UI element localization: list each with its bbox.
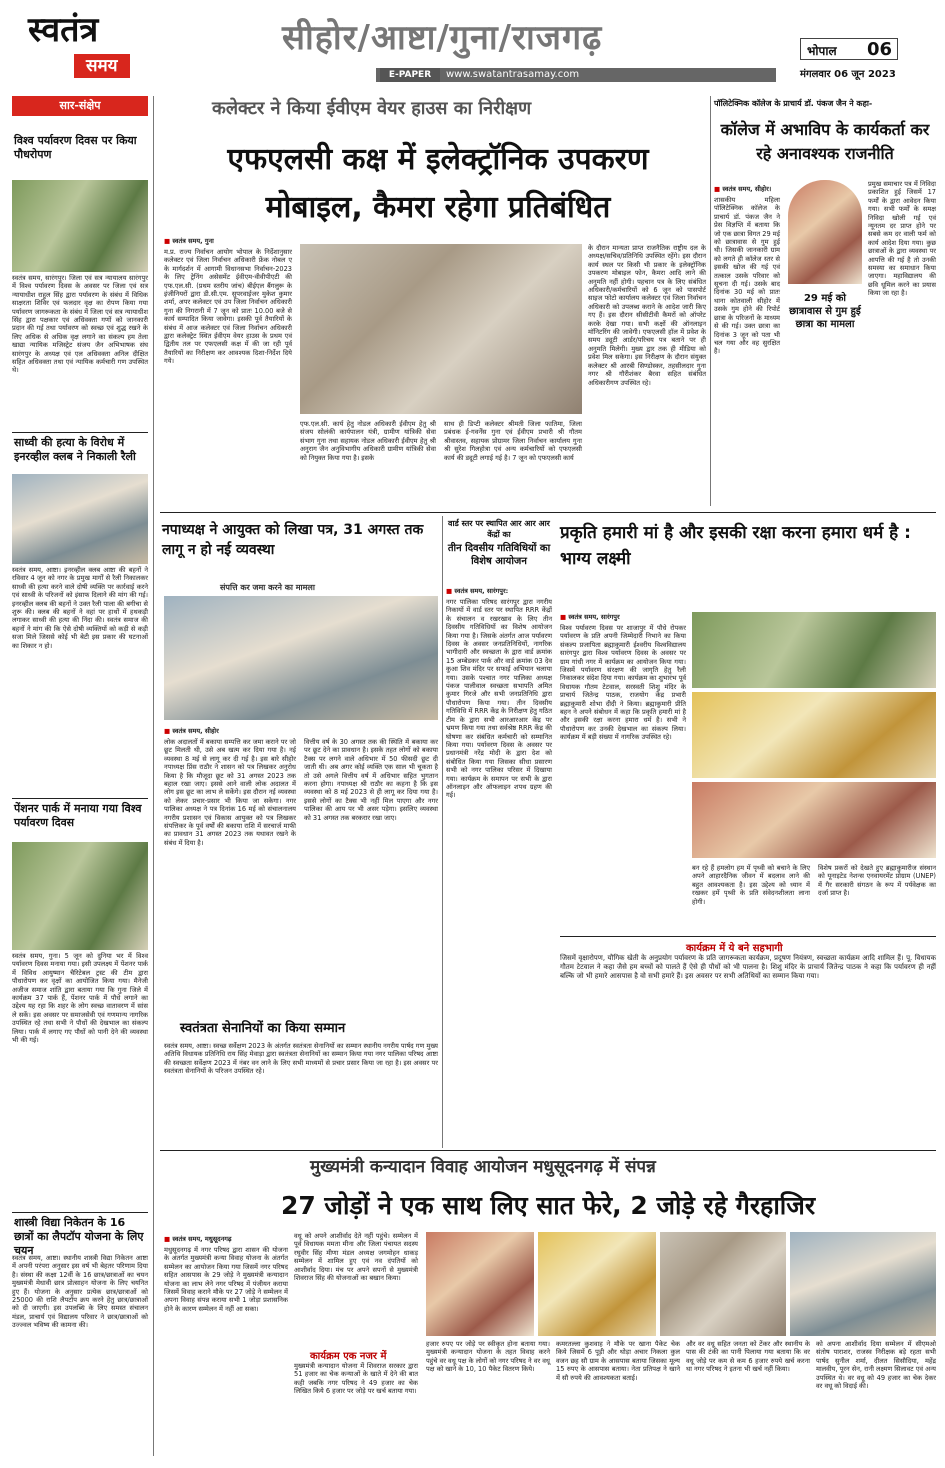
nagar-col2: वित्तीय वर्ष के 30 अगस्त तक की स्थिति में बकाया कर पर छूट देने का प्रावधान है। इसके तहत लोगों को बकाया टैक्स पर लगने वाले अधिभार में 50 फीसदी छूट दी जाती थी। अब अगर कोई व्यक्ति एक साल भी चूकता है तो उसे अगले वित्तीय वर्ष में अधिभार सहित भुगतान करना होगा। नपाध्यक्ष श्री राठौर का कहना है कि इस व्यवस्था को 8 मई 2023 से ही लागू कर दिया गया है। इससे लोगों का टैक्स भी नहीं मिल पाएगा और नगर पालिका की आय पर भी असर पड़ेगा। इसलिए व्यवस्था को 31 अगस्त तक बरकरार रखा जाए। [304, 738, 438, 822]
website-link[interactable]: www.swatantrasamay.com [446, 69, 580, 80]
logo [28, 10, 158, 86]
divider [160, 512, 936, 513]
freedom-story [160, 1016, 440, 1146]
divider [160, 1150, 936, 1151]
lead-kicker: कलेक्टर ने किया ईवीएम वेयर हाउस का निरीक्षण [212, 98, 532, 119]
wedding-col2: वधू को अपने आशीर्वाद देते नहीं पहुंचे। सम्मेलन में पूर्व विधायक ममता मीना और जिला पंचायत सदस्य रघुवीर सिंह मीणा मंडल अध्यक्ष जगमोहन धाकड़ सम्मेलन में शामिल हुए एवं नव दंपतियों को आशीर्वाद दिया। मंच पर अपने सपनों से मुख्यमंत्री शिवराज सिंह की योजनाओं का बखान किया। [294, 1232, 418, 1283]
divider [12, 1212, 148, 1213]
wedding-col5: कमरतल्ला कुशवाह ने मौके पर खाना पैकेट चेक किये जिसमें 6 पूड़ी और थोड़ा अचार निकला कुल वजन छह सौ ग्राम के आसपास बताया जिसका मूल्य 15 रुपए के आसपास बताया। नेता प्रतिपक्ष ने खाने में सौ रुपये की आवश्यकता बताई। [556, 1340, 680, 1382]
lead-byline: ■ स्वतंत्र समय, गुना [164, 236, 214, 245]
nagar-kicker: संपत्ति कर जमा करने का मामला [220, 583, 315, 592]
sidebar-item1-photo [12, 180, 148, 272]
wedding-photo2 [538, 1232, 656, 1336]
nagar-story [160, 516, 440, 847]
wedding-kicker: मुख्यमंत्री कन्यादान विवाह आयोजन मधुसूदनगढ़ में संपन्न [310, 1157, 656, 1177]
nagar-photo [164, 596, 438, 720]
wedding-col3: मुख्यमंत्री कन्यादान योजना में शिवराज सरकार द्वारा 51 हजार का चेक कन्याओं के खाते में देने की बात कही जबकि नगर परिषद ने 49 हजार का चेक लिखित किये 6 हजार पर जोड़े पर खर्च बताया गया। [294, 1362, 418, 1396]
nature-photo1 [692, 612, 936, 688]
lead-col1: म.प्र. राज्य निर्वाचन आयोग भोपाल के निर्देशानुसार कलेक्टर एवं जिला निर्वाचन अधिकारी फ्रेंक नोबल ए के मार्गदर्शन में आगामी विधानसभा निर्वाचन-2023 के लिए ट्रेनिंग असेसमेंट ईवीएम-वीवीपीएटी की एफ.एल.सी. (प्रथम स्तरीय जांच) बीईएल बैंगलुरू के इंजीनियरों द्वारा डी.सी.एम. सुपरवाईजर मुकेश कुमार शर्मा, अपर कलेक्टर एवं उप जिला निर्वाचन अधिकारी गुना की निगरानी में 7 जून को प्रातः 10.00 बजे से कार्य सम्पादित किया जावेगा। इसकी पूर्व तैयारियों के संबंध में आज कलेक्टर एवं जिला निर्वाचन अधिकारी द्वारा कलेक्ट्रेट स्थित ईवीएम वेयर हाउस के प्रथम एवं द्वितीय तल पर एफएलसी कक्ष में की जा रही पूर्व तैयारियों का निरीक्षण कर आवश्यक दिशा-निर्देश दिये गये। [164, 248, 292, 366]
freedom-headline: स्वतंत्रता सेनानियों का किया सम्मान [180, 1021, 346, 1036]
ward-headline: तीन दिवसीय गतिविधियों का विशेष आयोजन [447, 543, 551, 567]
sidebar [12, 96, 148, 1464]
college-portrait [788, 180, 862, 284]
wedding-story [160, 1152, 936, 1462]
wedding-headline: 27 जोड़ों ने एक साथ लिए सात फेरे, 2 जोड़े रहे गैरहाजिर [280, 1191, 816, 1220]
page-number: 06 [867, 39, 893, 60]
logo-bottom-text: समय [74, 54, 130, 78]
sidebar-item1-body: स्वतंत्र समय, सारंगपुर। जिला एवं सत्र न्यायालय सारंगपुर में विश्व पर्यावरण दिवस के अवसर पर जिला एवं सत्र न्यायाधीश राहुल सिंह द्वारा पर्यावरण के संबंध में विधिक साक्षरता शिविर एवं फलदार वृक्ष का रोपण किया गया पर्यावरण जागरूकता के संबंध में जिला एवं सत्र न्यायाधीश सिंह द्वारा पक्षकार एवं अधिवक्ता गणों को जानकारी प्रदान की गई तथा पर्यावरण को स्वच्छ एवं शुद्ध रखने के लिए अधिक से अधिक वृक्ष लगाने का संकल्प हम तेला खाद्या न्यायिक मजिस्ट्रेट संजय जैन अभिभाषक संघ सारंगपुर के अध्यक्ष एवं एल अधिवक्ता अनिल दीक्षित सहित अधिवक्ता तथा एवं न्यायिक कर्मचारी गण उपस्थित थे। [12, 274, 148, 375]
nature-caption1: बन रहे हैं हमलोग हम में पृथ्वी को बचाने के लिए अपने आहारदैनिक जीवन में बदलाव लाने की बहुत आवश्यकता है। इस उद्देश्य को ध्यान में रखकर हमें पृथ्वी के प्रति संवेदनशीलता लाना होगी। [692, 864, 810, 906]
sidebar-item2-title: साध्वी की हत्या के विरोध में इनरव्हील क्लब ने निकाली रैली [14, 436, 136, 463]
nature-photo3 [692, 782, 936, 858]
sidebar-item4-title: शास्त्री विद्या निकेतन के 16 छात्रों का लैपटॉप योजना के लिए चयन [14, 1216, 144, 1257]
nagar-headline: नपाध्यक्ष ने आयुक्त को लिखा पत्र, 31 अगस्त तक लागू न हो नई व्यवस्था [162, 522, 424, 558]
college-pull-quote: 29 मई को छात्रावास से गुम हुई छात्रा का मामला [789, 293, 861, 330]
nagar-byline: ■ स्वतंत्र समय, सीहोर [164, 726, 219, 735]
nagar-col1: लोक अदालतों में बकाया सम्पत्ति कर जमा कराने पर जो छूट मिलती थी, उसे अब खत्म कर दिया गया है। नई व्यवस्था 8 मई से लागू कर दी गई है। इस बारे सीहोर नपाध्यक्ष प्रिंस राठौर ने शासन को पत्र लिखकर अनुरोध किया है कि मौजूदा छूट को 31 अगस्त 2023 तक बहाल रखा जाए। इससे आने वाली लोक अदालत में लोग इस छूट का लाभ ले सकेंगे। इस दौरान नई व्यवस्था को लेकर प्रचार-प्रसार भी किया जा सकेगा। नगर पालिका अध्यक्ष ने पत्र दिनांक 16 मई को संचालनालय नगरीय प्रशासन एवं विकास आयुक्त को पत्र लिखकर संपत्तिकर के पूर्व वर्षों की बकाया राशि में सरचार्ज माफी का प्रावधान 31 अगस्त 2023 तक यथावत रखने के संबंध में दिया है। [164, 738, 296, 847]
sidebar-item1-title: विश्व पर्यावरण दिवस पर किया पौधरोपण [14, 134, 137, 161]
college-body1: शासकीय महिला पॉलिटेक्निक कॉलेज के प्राचार्य डॉ. पंकज जैन ने प्रेस विज्ञप्ति में बताया कि जो एक छात्रा विगत 29 मई को छात्रावास से गुम हुई थी। जिसकी जानकारी ग्राम को लगते ही कॉलेज स्तर से इसकी खोज की गई एवं तत्काल उसके परिवार को सूचना दी गई। उसके बाद दिनांक 30 मई को प्रातः थाना कोतवाली सीहोर में उसके गुम होने की रिपोर्ट छात्रा के परिजनों के माध्यम से की गई। उक्त छात्रा का दिनांक 3 जून को पता भी चल गया और वह सुरक्षित है। [714, 196, 780, 356]
college-kicker: पॉलिटेक्निक कॉलेज के प्राचार्य डॉ. पंकज जैन ने कहा- [714, 99, 873, 108]
lead-headline-line2: मोबाइल, कैमरा रहेगा प्रतिबंधित [265, 190, 611, 225]
freedom-body: स्वतंत्र समय, आष्टा। स्वच्छ सर्वेक्षण 2023 के अंतर्गत स्वतंत्रता सेनानियों का सम्मान स्थानीय नगरीय पार्षद गण मुख्य अतिथि विधायक प्रतिनिधि राय सिंह मेवाड़ा द्वारा स्वतंत्रता सेनानियों का सम्मान किया गया नगर पालिका परिषद आष्टा की स्वच्छता सर्वेक्षण 2023 में नंबर वन लाने के लिए सभी माध्यमों से प्रचार प्रसार किया जा रहा है। इस अवसर पर स्वतंत्रता सेनानियों के परिजन उपस्थित रहे। [164, 1042, 438, 1076]
lead-col4: के दौरान मान्यता प्राप्त राजनैतिक राष्ट्रीय दल के अध्यक्ष/सचिव/प्रतिनिधि उपस्थित रहेंगे। इस दौरान कार्य स्थल पर किसी भी प्रकार के इलेक्ट्रॉनिक उपकरण मोबाइल फोन, कैमरा आदि लाने की अनुमति नहीं होगी। पहचान पत्र के लिए संबंधित अधिकारी/कर्मचारियों को 6 जून को पासपोर्ट साइज फोटो कार्यालय कलेक्टर एवं जिला निर्वाचन अधिकारी को उपलब्ध कराने के आदेश जारी किए गए हैं। इस दौरान सीसीटीवी कैमरों को ऑपरेट करके देखा गया। सभी कक्षों की ऑनलाइन मॉनिटरिंग की जावेगी। एफएलसी हॉल में प्रवेश के समय ड्यूटी आर्डर/परिचय पत्र बताने पर ही अनुमति मिलेगी। मुख्य द्वार तक ही मीडिया को प्रवेश मिल सकेगा। इस निरीक्षण के दौरान संयुक्त कलेक्टर श्री आरबी सिण्डोस्कर, तहसीलदार गुना नगर श्री गौरीशंकर बैरवा सहित संबंधित अधिकारीगण उपस्थित रहे। [588, 244, 706, 387]
logo-top-text: स्वतंत्र [28, 10, 99, 50]
lead-photo [300, 244, 582, 414]
epaper-label: E-PAPER [380, 68, 440, 82]
sidebar-item2-photo [12, 474, 148, 564]
page-box [800, 38, 898, 60]
wedding-byline: ■ स्वतंत्र समय, मधुसूदनगढ़ [164, 1234, 232, 1243]
nature-sub-body: जिसमें वृक्षारोपण, यौगिक खेती के अनुप्रयोग पर्यावरण के प्रति जागरूकता कार्यक्रम, प्रदूषण नियंत्रण, स्वच्छता कार्यक्रम आदि शामिल हैं। पू. विधायक गौतम टेटवाल ने कहा जैसे हम बच्चों को पालते हैं ऐसे ही पौधों को भी पालना है। शिशु मंदिर के प्राचार्य जितेन्द्र पाठक ने कहा कि पर्यावरण ही नहीं बल्कि जो भी हमारे आसपास है वो सभी हमारे हैं। इस अवसर पर सभी अतिथियों का सम्मान किया गया। [560, 954, 936, 980]
sidebar-item3-photo [12, 842, 148, 950]
wedding-col6: और वर वधू सहित जनता को टेंकर और स्थानीय के पास की टंकी का पानी पिलाया गया बताया कि वर वधू जोड़े पर कम से कम 6 हजार रुपये खर्च करना था नगर परिषद ने इतना भी खर्च नहीं किया। [686, 1340, 810, 1374]
column-divider [710, 96, 711, 506]
nature-sub-headline: कार्यक्रम में ये बने सहभागी [686, 943, 783, 954]
lead-story [160, 96, 706, 508]
college-story [714, 96, 936, 506]
ward-story [446, 516, 552, 1148]
lead-col2: एफ.एल.सी. कार्य हेतु नोडल अधिकारी ईवीएम हेतु श्री संजय सोलंकी कार्यपालन यंत्री, ग्रामीण यांत्रिकी सेवा संभाग गुना तथा सहायक नोडल अधिकारी ईवीएम हेतु श्री अनुराग जैन अनुविभागीय अधिकारी ग्रामीण यांत्रिकी सेवा को नियुक्त किया गया है। इसके [300, 420, 436, 462]
divider [12, 798, 148, 799]
masthead [0, 0, 945, 92]
wedding-photo4 [790, 1232, 936, 1336]
wedding-photo1 [426, 1232, 534, 1336]
cities-title: सीहोर/आष्टा/गुना/राजगढ़ [282, 18, 603, 58]
nature-byline: ■ स्वतंत्र समय, सारंगपुर [560, 612, 620, 621]
nature-story [556, 516, 936, 1148]
lead-col3: साथ ही डिप्टी कलेक्टर श्रीमती जिला फातिमा, जिला प्रबंधक ई-गवर्नेंस गुना एवं ईवीएम प्रभारी श्री गौतम श्रीवास्तव, सहायक प्रोग्रामर जिला निर्वाचन कार्यालय गुना श्री सुरेश गिलहोत्रा एवं अन्य कर्मचारियों को एफएलसी कार्य की ड्यूटी लगाई गई है। 7 जून को एफएलसी कार्य [444, 420, 582, 462]
sidebar-item3-title: पेंशनर पार्क में मनाया गया विश्व पर्यावरण दिवस [14, 802, 142, 829]
sidebar-item2-body: स्वतंत्र समय, आष्टा। इनरव्हील क्लब आष्टा की बहनों ने रविवार 4 जून को नगर के प्रमुख मार्गों से रैली निकालकर साध्वी की हत्या करने वाले दोषी व्यक्ति पर कार्रवाई करने एवं साध्वी के परिजनों को इंसाफ दिलाने की मांग की गई। इनरव्हील क्लब की बहनों ने उक्त रैली पाला की बगीचा से शुरू की। क्लब की बहनों ने वहां पर हाथों में हथकड़ी लगाकर साध्वी की हत्या की निंदा की। स्वतंत्र समाज की बहनों ने मांग की कि ऐसे दोषी व्यक्तियों को कड़ी से कड़ी सजा मिले जिससे कोई भी बेटी इस प्रकार की घटनाओं का शिकार न हो। [12, 566, 148, 650]
college-byline: ■ स्वतंत्र समय, सीहोर। [714, 184, 780, 193]
column-divider [442, 516, 443, 1148]
sidebar-item4-body: स्वतंत्र समय, आष्टा। स्थानीय शास्त्री विद्या निकेतन आष्टा में अपनी परंपरा अनुसार इस वर्ष भी बेहतर परिणाम दिया है। संस्था की कक्षा 12वीं के 16 छात्र/छात्राओं का चयन मुख्यमंत्री मेधावी छात्र प्रोत्साहन योजना के लिए चयनित हुए हैं। योजना के अनुसार प्रत्येक छात्र/छात्राओं को 25000 की राशि लैपटॉप क्रय करने हेतु छात्र/छात्राओं को दी जाएगी। इस उपलब्धि के लिए समस्त संचालन मंडल, प्राचार्य एवं विद्यालय परिवार ने छात्र/छात्राओं को उज्ज्वल भविष्य की कामना की। [12, 1254, 148, 1330]
college-body2: प्रमुख समाचार पत्र में निविदा प्रकाशित हुई जिसमें 17 फर्मों के द्वारा आवेदन किया गया। सभी फर्मों के समक्ष निविदा खोली गई एवं न्यूनतम दर प्राप्त होने पर सबसे कम दर वाली फर्म को कार्य आदेश दिया गया। कुछ छात्राओं के द्वारा व्यवस्था पर आपत्ति की गई है तो उनकी समस्या का समाधान किया जाएगा। महाविद्यालय की छवि धूमिल करने का प्रयास किया जा रहा है। [868, 180, 936, 298]
nature-caption2: विशेष प्रकरों को देखते हुए ब्रह्माकुमारीज संस्थान को यूनाइटेड नेशन्स एनवायरमेंट प्रोग्राम (UNEP) में गैर सरकारी संगठन के रूप में पर्यवेक्षक का दर्जा प्राप्त है। [818, 864, 936, 898]
ward-kicker: वार्ड स्तर पर स्थापित आर आर आर केंद्रों का [448, 519, 550, 539]
wedding-col4: हजार रुपए पर जोड़े पर स्वीकृत होना बताया गया। मुख्यमंत्री कन्यादान योजना के तहत विवाह करने पहुंचे वर वधू पक्ष के लोगों को नगर परिषद ने वर वधू पक्ष को खाने के 10, 10 पैकेट वितरण किये। [426, 1340, 550, 1374]
issue-date: मंगलवार 06 जून 2023 [800, 69, 896, 80]
ward-byline: ■ स्वतंत्र समय, सारंगपुर: [446, 586, 552, 595]
college-headline: कॉलेज में अभाविप के कार्यकर्ता कर रहे अनावश्यक राजनीति [720, 120, 930, 163]
nature-photo2 [692, 692, 936, 778]
ward-body: नगर पालिका परिषद सारंगपुर द्वारा नगरीय निकायों में वार्ड स्तर पर स्थापित RRR केंद्रों के संचालन व रखरखाव के लिए तीन दिवसीय गतिविधियों का विशेष आयोजन किया गया है। जिसके अंतर्गत आज पर्यावरण दिवस के अवसर जनप्रतिनिधियों, नागरिक भागीदारी और स्वच्छता के द्वारा वार्ड क्रमांक 15 अम्बेडकर पार्क और वार्ड क्रमांक 03 देव कुआ शिव मंदिर पर सफाई अभियान चलाया गया। उसके पश्चात नगर पालिका अध्यक्ष पंकज पालीवाल स्वच्छता सभापति अमित कुमार गिरजे और सभी जनप्रतिनिधि द्वारा पौधारोपण किया गया। तीन दिवसीय गतिविधि में RRR केंद्र के निरीक्षण हेतु गठित टीम के द्वारा सभी आरआरआर केंद्र पर भ्रमण किया गया तथा सर्वश्रेष्ठ RRR केंद्र की घोषणा कर संबंधित कर्मचारी को सम्मानित किया गया। पर्यावरण दिवस के अवसर पर प्रधानमंत्री नरेंद्र मोदी के द्वारा देश को संबोधित किया गया जिसका सीधा प्रसारण सभी को नगर पालिका परिसर में दिखाया गया। कार्यक्रम के समापन पर सभी के द्वारा ऑनलाइन और ऑफलाइन शपथ ग्रहण की गई। [446, 598, 552, 800]
wedding-sub-headline: कार्यक्रम एक नजर में [310, 1351, 387, 1362]
sidebar-heading: सार-संक्षेप [12, 96, 148, 116]
nature-body: विश्व पर्यावरण दिवस पर शाजापुर में पौधे रोपकर पर्यावरण के प्रति अपनी जिम्मेदारी निभाने का किया संकल्प प्रजापिता ब्रह्माकुमारी ईश्वरीय विश्वविद्यालय सारंगपुर द्वारा विश्व पर्यावरण दिवस के अवसर पर ग्राम गांधी नगर में कार्यक्रम का आयोजन किया गया। जिसमें पर्यावरण संरक्षण की जागृति हेतु रैली निकालकर संदेश दिया गया। कार्यक्रम का शुभारंभ पूर्व विधायक गौतम टेटवाल, सरस्वती शिशु मंदिर के प्राचार्य जितेन्द्र पाठक, राजयोग केंद्र प्रभारी ब्रह्माकुमारी शोभा दीदी ने किया। ब्रह्माकुमारी प्रीति बहन ने अपने संबोधन में कहा कि प्रकृति हमारी मां है और इसकी रक्षा करना हमारा धर्म है। सभी ने पौधारोपण कर उनकी देखभाल का संकल्प लिया। कार्यक्रम में बड़ी संख्या में नागरिक उपस्थित रहे। [560, 624, 686, 742]
city-label: भोपाल [807, 44, 837, 58]
divider [12, 432, 148, 433]
divider [560, 936, 936, 937]
sidebar-item3-body: स्वतंत्र समय, गुना। 5 जून को दुनिया भर में विश्व पर्यावरण दिवस मनाया गया। इसी उपलक्ष्य में पेंशनर पार्क में विविध आयुष्मान चैरिटेबल ट्रस्ट की टीम द्वारा पौधारोपण कर वृक्षों का आयोजित किया गया। मैनेजी अजीज समाज शांति द्वारा बताया गया कि गुना जिले में कार्यक्रम 37 पार्क हैं, पेंशनर पार्क में पौधे लगाने का उद्देश्य यह रहा कि शहर के लोग स्वच्छ वातावरण में सांस ले सकें। इस अवसर पर समाजसेवी एवं गणमान्य नागरिक उपस्थित रहे तथा सभी ने पौधों की देखभाल का संकल्प लिया। पार्क में लगाए गए पौधों को पानी देने की व्यवस्था भी की गई। [12, 952, 148, 1045]
wedding-col7: को अपना आशीर्वाद दिया सम्मेलन में सीएमओ संतोष पाराशर, राजस्व निरीक्षक बड़े रहता सभी पार्षद सुनील शर्मा, दीलत सिसौदिया, महेंद्र मालवीय, पूरन सेन, रानी लक्ष्मण सिलावट एवं अन्य उपस्थित थे। वर वधू को 49 हजार का चेक देकर वर वधू को विदाई की। [816, 1340, 936, 1391]
lead-headline-line1: एफएलसी कक्ष में इलेक्ट्रॉनिक उपकरण [227, 142, 649, 177]
wedding-photo3 [660, 1232, 786, 1336]
wedding-col1: मधुसूदनगढ़ में नगर परिषद द्वारा शासन की योजना के अंतर्गत मुख्यमंत्री कन्या विवाह योजना के अंतर्गत सम्मेलन का आयोजन किया गया जिसमें नगर परिषद सहित आसपास के 29 जोड़े ने मुख्यमंत्री कन्यादान योजना का लाभ लेने नगर परिषद में पंजीयन कराया जिसमें विवाह कराने मौके पर 27 जोड़े ने सम्मेलन में अपना विवाह संपन्न कराया सभी 1 जोड़ा प्रशासनिक होने के कारण सम्मेलन में नहीं आ सका। [164, 1246, 288, 1313]
nature-headline: प्रकृति हमारी मां है और इसकी रक्षा करना हमारा धर्म है : भाग्य लक्ष्मी [560, 523, 911, 569]
column-divider [153, 96, 154, 1456]
